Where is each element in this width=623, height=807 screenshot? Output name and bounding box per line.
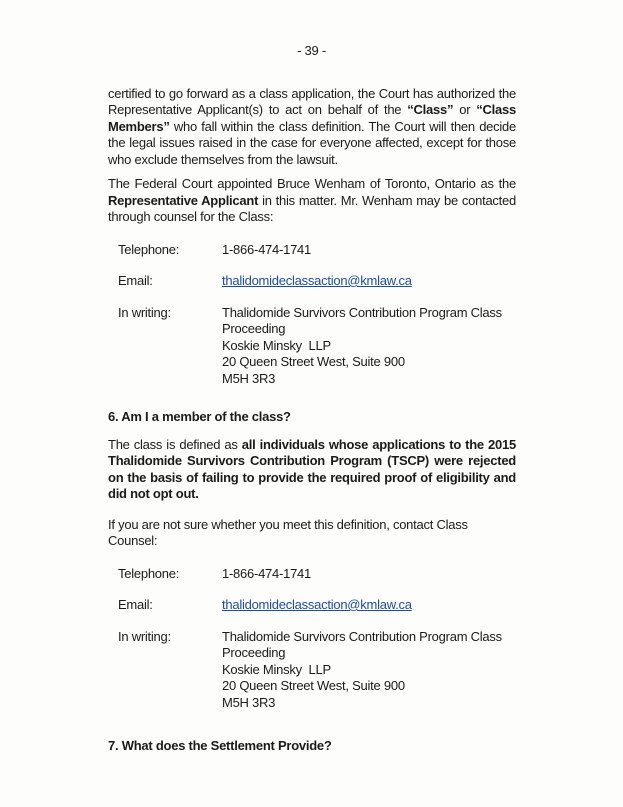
contact-block-1	[108, 242, 516, 388]
page-number: - 39 -	[297, 43, 326, 58]
email-label: Email:	[118, 273, 153, 288]
page-content	[108, 86, 516, 755]
telephone-label: Telephone:	[118, 565, 180, 581]
text-segment: certified to go forward as a class application, the Court has authorized the Representative Applicant(s) to act on behalf of the	[108, 85, 516, 117]
address-line: Thalidomide Survivors Contribution Program Class	[222, 628, 502, 644]
telephone-value: 1-866-474-1741	[222, 565, 312, 581]
email-label: Email:	[118, 597, 153, 612]
text-segment: who fall within the class definition. The Court will then decide the legal issues raised in the case for everyone affected, except for those who exclude themselves from the lawsuit.	[108, 118, 516, 167]
contact-row-telephone	[108, 566, 516, 583]
email-link[interactable]: thalidomideclassaction@kmlaw.ca	[222, 597, 412, 612]
contact-row-email	[108, 273, 516, 290]
paragraph-contact-prompt: If you are not sure whether you meet this definition, contact Class Counsel:	[108, 516, 468, 548]
mailing-address	[222, 629, 516, 712]
telephone-label: Telephone:	[118, 241, 180, 257]
email-value	[222, 597, 516, 614]
email-link[interactable]: thalidomideclassaction@kmlaw.ca	[222, 273, 412, 288]
paragraph-representative-applicant	[108, 176, 516, 226]
in-writing-label: In writing:	[118, 304, 171, 320]
term-class: “Class”	[407, 102, 454, 117]
address-line: Koskie Minsky LLP	[222, 661, 331, 677]
address-line: Koskie Minsky LLP	[222, 337, 331, 353]
email-value	[222, 273, 516, 290]
mailing-address	[222, 305, 516, 388]
term-class-members: “Class Members”	[108, 102, 516, 134]
address-line: Thalidomide Survivors Contribution Program Class	[222, 304, 502, 320]
text-segment: in this matter. Mr. Wenham may be contacted through counsel for the Class:	[108, 192, 517, 224]
contact-row-telephone	[108, 242, 516, 259]
address-line: 20 Queen Street West, Suite 900	[222, 678, 405, 693]
in-writing-label: In writing:	[118, 628, 171, 644]
contact-row-in-writing	[108, 629, 516, 712]
contact-row-email	[108, 597, 516, 614]
contact-row-in-writing	[108, 305, 516, 388]
class-definition-bold: all individuals whose applications to the 2015 Thalidomide Survivors Contribution Program (TSCP) were rejected on the basis of failing to provide the required proof of eligibility and did not opt out.	[108, 436, 516, 501]
text-segment: or	[453, 102, 477, 117]
text-segment: The class is defined as	[108, 436, 242, 452]
contact-block-2	[108, 566, 516, 712]
paragraph-certification	[108, 86, 516, 169]
telephone-value: 1-866-474-1741	[222, 241, 312, 257]
section-heading-6: 6. Am I a member of the class?	[108, 409, 291, 424]
paragraph-class-definition	[108, 437, 516, 503]
address-line: Proceeding	[222, 321, 286, 336]
address-line: Proceeding	[222, 645, 286, 660]
address-line: 20 Queen Street West, Suite 900	[222, 354, 405, 369]
term-representative-applicant: Representative Applicant	[108, 192, 259, 208]
address-line: M5H 3R3	[222, 694, 276, 710]
section-heading-7: 7. What does the Settlement Provide?	[108, 738, 332, 753]
address-line: M5H 3R3	[222, 370, 276, 386]
text-segment: The Federal Court appointed Bruce Wenham of Toronto, Ontario as the	[108, 176, 516, 191]
